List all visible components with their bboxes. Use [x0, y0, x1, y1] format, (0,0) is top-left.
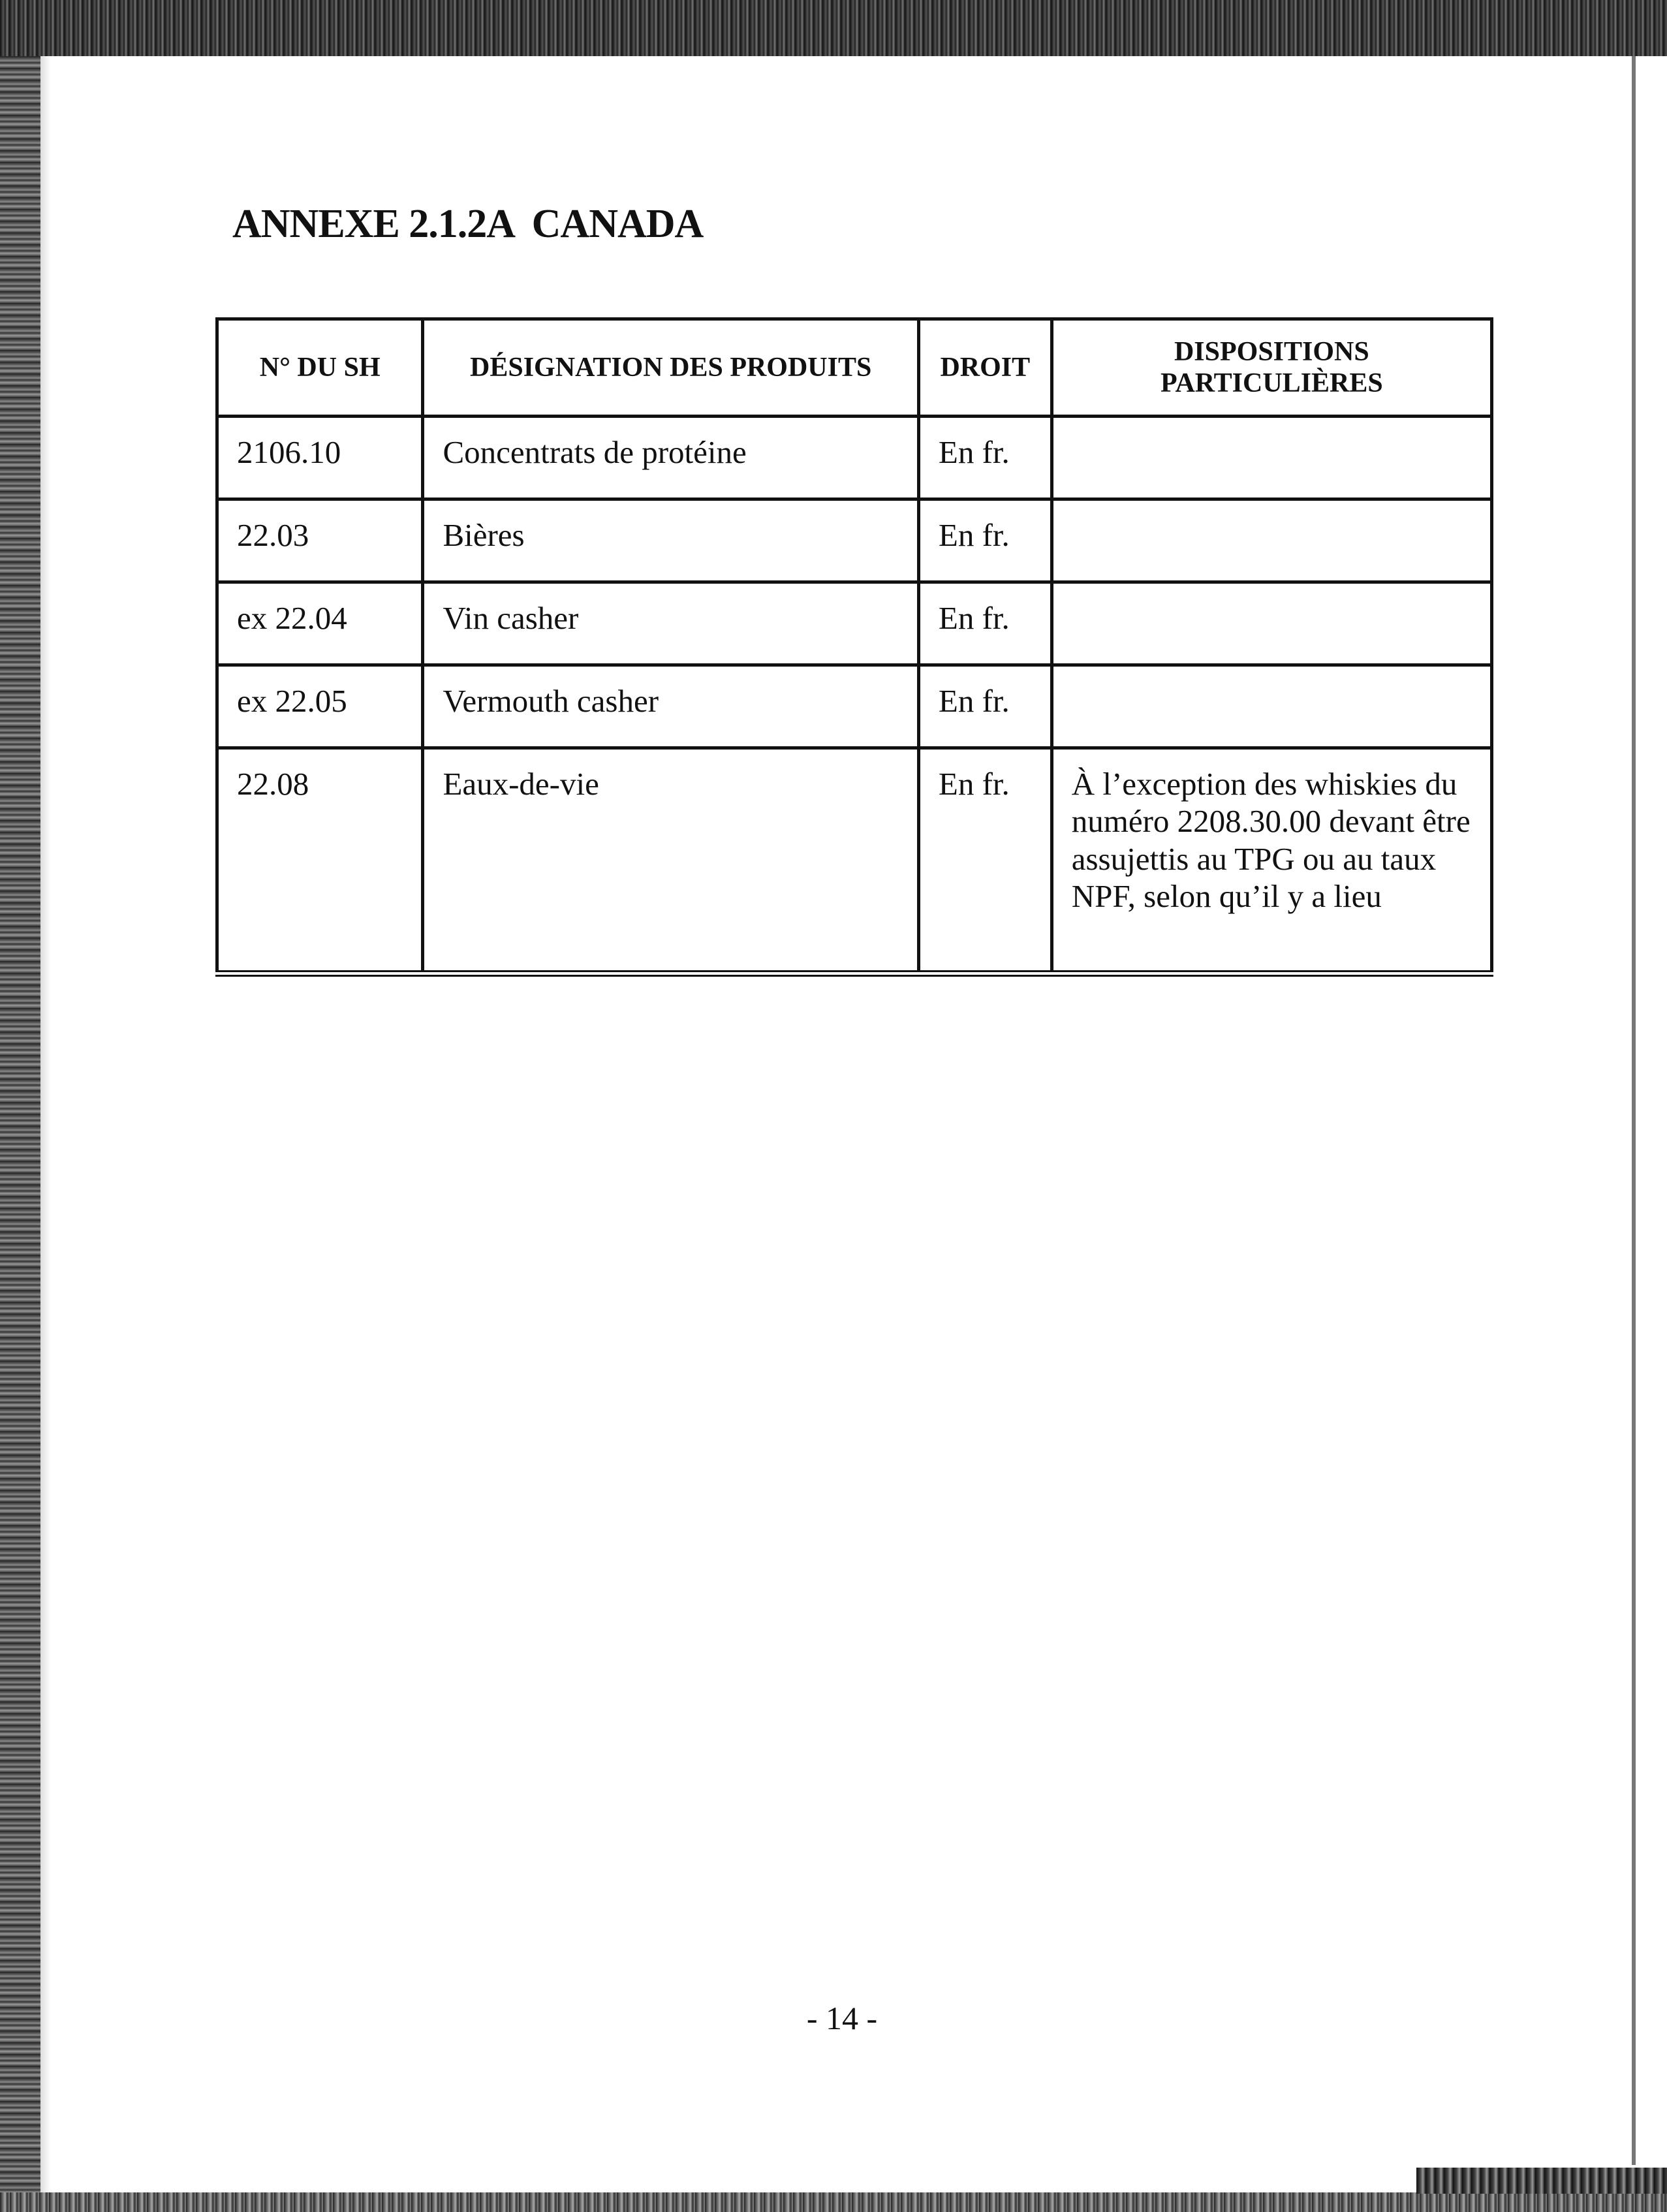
table-row: [217, 499, 1492, 582]
cell-designation: Vin casher: [423, 582, 918, 665]
cell-droit: En fr.: [918, 665, 1052, 748]
header-designation: DÉSIGNATION DES PRODUITS: [423, 319, 918, 417]
table-row: [217, 748, 1492, 974]
header-dispositions: DISPOSITIONS PARTICULIÈRES: [1052, 319, 1491, 417]
page-title: ANNEXE 2.1.2A CANADA: [232, 202, 704, 246]
header-droit: DROIT: [918, 319, 1052, 417]
header-sh-number: N° DU SH: [217, 319, 423, 417]
scan-page-edge: [40, 56, 51, 2212]
cell-droit: En fr.: [918, 748, 1052, 974]
cell-designation: Concentrats de protéine: [423, 417, 918, 499]
scan-border-left: [0, 56, 40, 2212]
table-row: [217, 417, 1492, 499]
table-row: [217, 582, 1492, 665]
cell-droit: En fr.: [918, 417, 1052, 499]
cell-dispositions: [1052, 582, 1491, 665]
page-number: - 14 -: [806, 2000, 878, 2036]
scan-border-right: [1632, 56, 1636, 2165]
cell-dispositions: À l’exception des whiskies du numéro 2208.30.00 devant être assujettis au TPG ou au taux NPF, selon qu’il y a lieu: [1052, 748, 1491, 974]
cell-dispositions: [1052, 417, 1491, 499]
cell-droit: En fr.: [918, 582, 1052, 665]
scan-corner-artifact: [1416, 2168, 1667, 2194]
table-header-row: [217, 319, 1492, 417]
cell-sh: 22.08: [217, 748, 423, 974]
cell-dispositions: [1052, 499, 1491, 582]
cell-sh: 2106.10: [217, 417, 423, 499]
cell-sh: ex 22.05: [217, 665, 423, 748]
cell-sh: 22.03: [217, 499, 423, 582]
cell-designation: Bières: [423, 499, 918, 582]
cell-droit: En fr.: [918, 499, 1052, 582]
cell-designation: Vermouth casher: [423, 665, 918, 748]
cell-dispositions: [1052, 665, 1491, 748]
cell-sh: ex 22.04: [217, 582, 423, 665]
table-row: [217, 665, 1492, 748]
cell-designation: Eaux-de-vie: [423, 748, 918, 974]
scan-border-bottom: [0, 2192, 1667, 2212]
annex-table: [215, 317, 1493, 977]
scan-border-top: [0, 0, 1667, 56]
